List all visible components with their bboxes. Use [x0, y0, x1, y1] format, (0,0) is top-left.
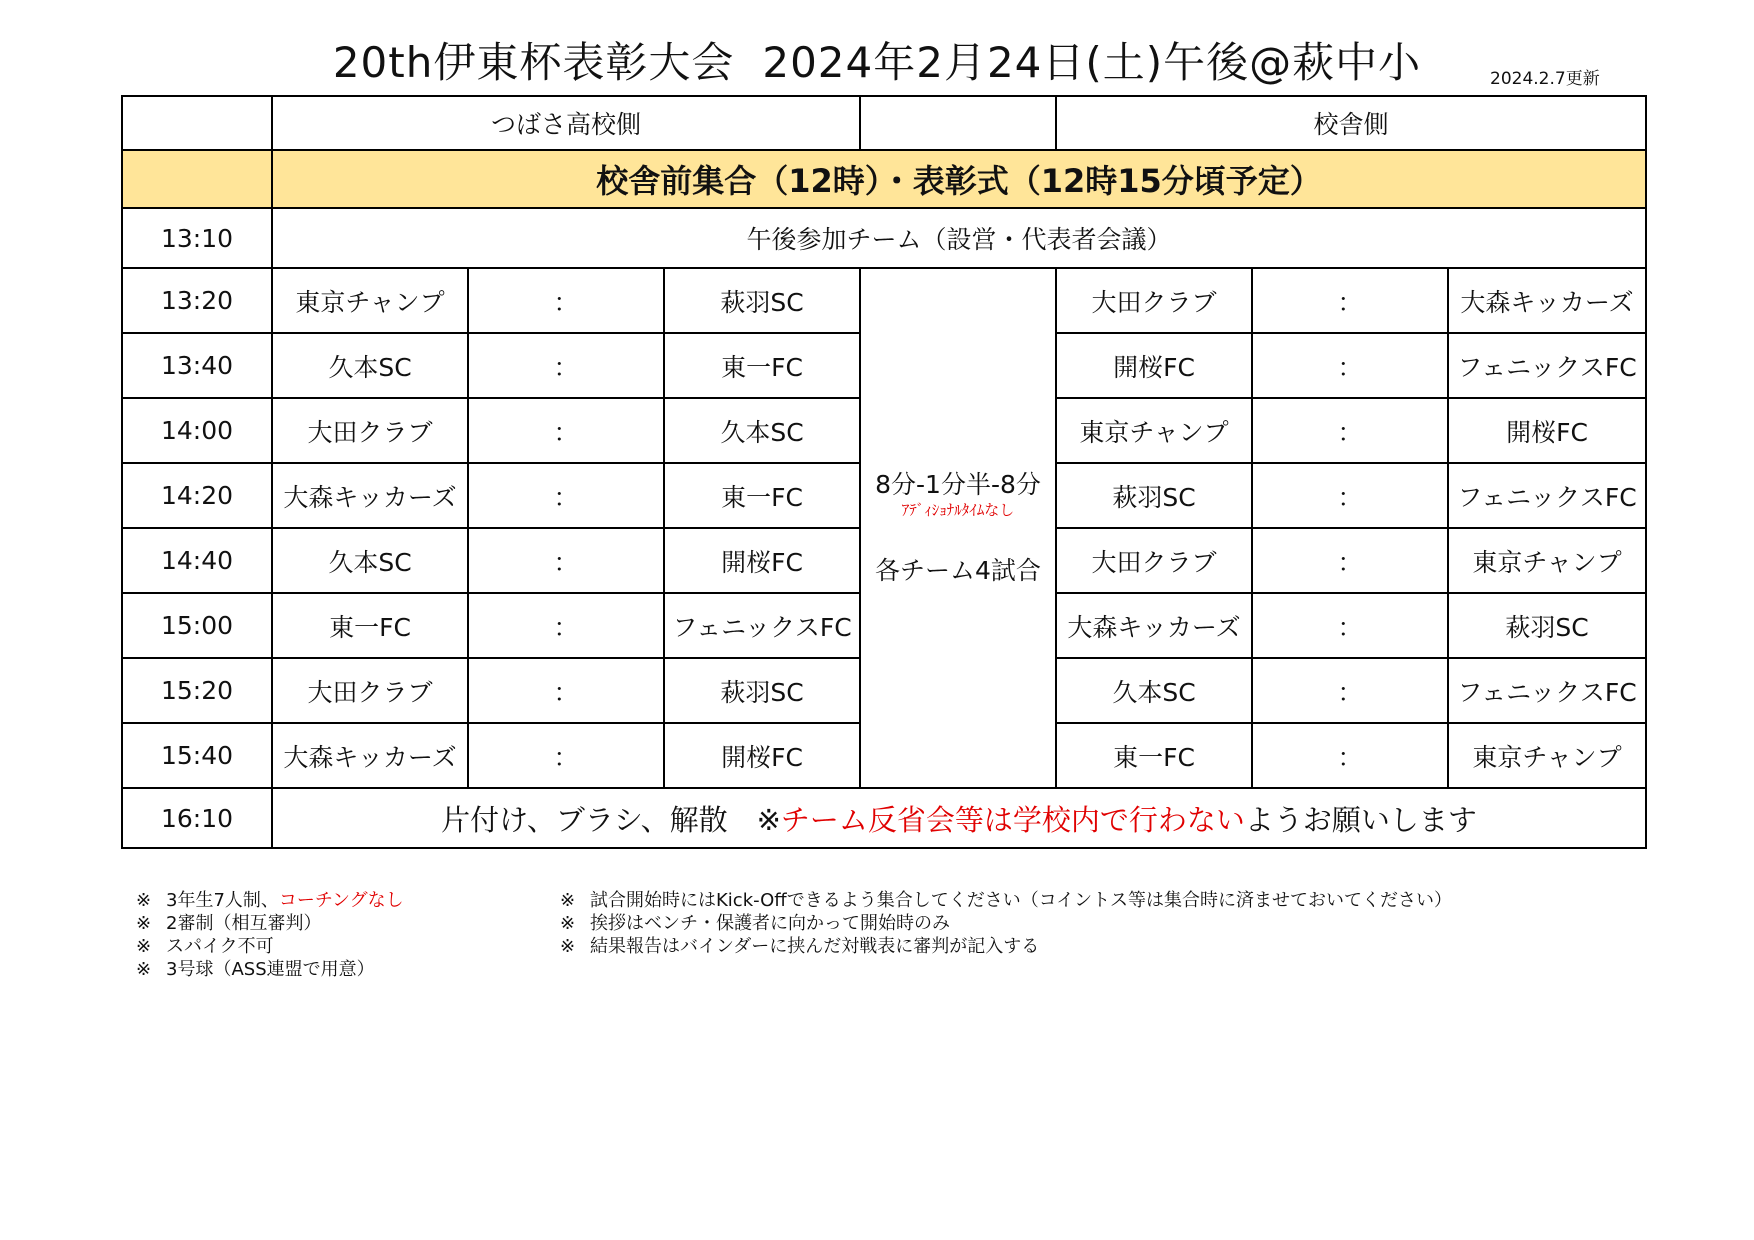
setup-text: 午後参加チーム（設営・代表者会議） — [272, 208, 1646, 268]
row-1610 — [122, 788, 1646, 848]
left-home-team: 久本SC — [272, 528, 468, 593]
right-home-team: 東京チャンプ — [1056, 398, 1252, 463]
row-1310 — [122, 208, 1646, 268]
note-text: 3年生7人制、 — [166, 890, 279, 911]
right-home-team: 萩羽SC — [1056, 463, 1252, 528]
left-score-separator: ： — [468, 528, 664, 593]
header-row — [122, 96, 1646, 150]
note-text: 2審制（相互審判） — [166, 913, 322, 934]
note-mark: ※ — [136, 959, 152, 980]
header-left-side: つばさ高校側 — [272, 96, 860, 150]
note-text-red: コーチングなし — [278, 890, 404, 911]
left-away-team: 久本SC — [664, 398, 860, 463]
left-away-team: 東一FC — [664, 333, 860, 398]
right-away-team: 開桜FC — [1448, 398, 1646, 463]
match-format-cell — [860, 268, 1056, 788]
left-score-separator: ： — [468, 593, 664, 658]
left-score-separator: ： — [468, 723, 664, 788]
closing-warning: チーム反省会等は学校内で行わない — [780, 802, 1245, 837]
header-right-side: 校舎側 — [1056, 96, 1646, 150]
right-home-team: 東一FC — [1056, 723, 1252, 788]
notes-left — [136, 889, 404, 981]
left-away-team: フェニックスFC — [664, 593, 860, 658]
header-blank — [122, 96, 272, 150]
note-mark: ※ — [136, 890, 152, 911]
left-home-team: 大森キッカーズ — [272, 463, 468, 528]
closing-text — [272, 788, 1646, 848]
time-cell: 16:10 — [122, 788, 272, 848]
right-score-separator: ： — [1252, 593, 1448, 658]
left-away-team: 萩羽SC — [664, 658, 860, 723]
left-score-separator: ： — [468, 398, 664, 463]
note-text: 挨拶はベンチ・保護者に向かって開始時のみ — [590, 913, 950, 934]
right-home-team: 大田クラブ — [1056, 268, 1252, 333]
note-text: 結果報告はバインダーに挟んだ対戦表に審判が記入する — [590, 936, 1040, 957]
note-mark: ※ — [136, 936, 152, 957]
note-mark: ※ — [560, 936, 576, 957]
right-home-team: 久本SC — [1056, 658, 1252, 723]
note-item — [136, 958, 404, 981]
note-text: 3号球（ASS連盟で用意） — [166, 959, 375, 980]
time-cell: 13:10 — [122, 208, 272, 268]
right-away-team: 東京チャンプ — [1448, 723, 1646, 788]
time-cell: 14:00 — [122, 398, 272, 463]
left-score-separator: ： — [468, 268, 664, 333]
left-home-team: 大田クラブ — [272, 398, 468, 463]
header-middle-blank — [860, 96, 1056, 150]
left-home-team: 東一FC — [272, 593, 468, 658]
match-row — [122, 268, 1646, 333]
assembly-blank — [122, 150, 272, 208]
right-away-team: 大森キッカーズ — [1448, 268, 1646, 333]
left-score-separator: ： — [468, 463, 664, 528]
left-home-team: 大田クラブ — [272, 658, 468, 723]
right-score-separator: ： — [1252, 463, 1448, 528]
notes-right — [560, 889, 1452, 958]
left-away-team: 東一FC — [664, 463, 860, 528]
left-home-team: 久本SC — [272, 333, 468, 398]
note-item — [560, 935, 1452, 958]
right-away-team: フェニックスFC — [1448, 463, 1646, 528]
note-item — [136, 935, 404, 958]
schedule-table — [121, 95, 1647, 849]
time-cell: 15:00 — [122, 593, 272, 658]
games-per-team: 各チーム4試合 — [875, 556, 1041, 585]
right-away-team: 東京チャンプ — [1448, 528, 1646, 593]
match-duration: 8分-1分半-8分 — [875, 470, 1041, 499]
right-score-separator: ： — [1252, 268, 1448, 333]
left-home-team: 大森キッカーズ — [272, 723, 468, 788]
left-score-separator: ： — [468, 333, 664, 398]
no-added-time-note: ｱﾃﾞｨｼｮﾅﾙﾀｲﾑなし — [901, 501, 1015, 519]
note-item — [136, 912, 404, 935]
right-home-team: 開桜FC — [1056, 333, 1252, 398]
note-mark: ※ — [560, 890, 576, 911]
note-mark: ※ — [136, 913, 152, 934]
right-score-separator: ： — [1252, 723, 1448, 788]
right-away-team: フェニックスFC — [1448, 658, 1646, 723]
time-cell: 13:40 — [122, 333, 272, 398]
right-score-separator: ： — [1252, 333, 1448, 398]
left-away-team: 萩羽SC — [664, 268, 860, 333]
time-cell: 15:40 — [122, 723, 272, 788]
event-date-venue: 2024年2月24日(土)午後@萩中小 — [762, 38, 1422, 87]
left-home-team: 東京チャンプ — [272, 268, 468, 333]
left-score-separator: ： — [468, 658, 664, 723]
time-cell: 15:20 — [122, 658, 272, 723]
update-date: 2024.2.7更新 — [1490, 69, 1600, 89]
time-cell: 14:20 — [122, 463, 272, 528]
note-text: スパイク不可 — [166, 936, 274, 957]
right-score-separator: ： — [1252, 528, 1448, 593]
right-away-team: フェニックスFC — [1448, 333, 1646, 398]
event-name: 20th伊東杯表彰大会 — [332, 38, 735, 87]
note-mark: ※ — [560, 913, 576, 934]
right-score-separator: ： — [1252, 398, 1448, 463]
note-item — [560, 912, 1452, 935]
right-home-team: 大田クラブ — [1056, 528, 1252, 593]
note-text: 試合開始時にはKick-Offできるよう集合してください（コイントス等は集合時に済ませておいてください） — [590, 890, 1452, 911]
assembly-row — [122, 150, 1646, 208]
closing-text-b: ようお願いします — [1244, 802, 1477, 837]
time-cell: 14:40 — [122, 528, 272, 593]
closing-text-a: 片付け、ブラシ、解散 ※ — [441, 802, 781, 837]
left-away-team: 開桜FC — [664, 723, 860, 788]
right-away-team: 萩羽SC — [1448, 593, 1646, 658]
time-cell: 13:20 — [122, 268, 272, 333]
assembly-text: 校舎前集合（12時）・表彰式（12時15分頃予定） — [272, 150, 1646, 208]
note-item — [136, 889, 404, 912]
right-home-team: 大森キッカーズ — [1056, 593, 1252, 658]
right-score-separator: ： — [1252, 658, 1448, 723]
left-away-team: 開桜FC — [664, 528, 860, 593]
note-item — [560, 889, 1452, 912]
